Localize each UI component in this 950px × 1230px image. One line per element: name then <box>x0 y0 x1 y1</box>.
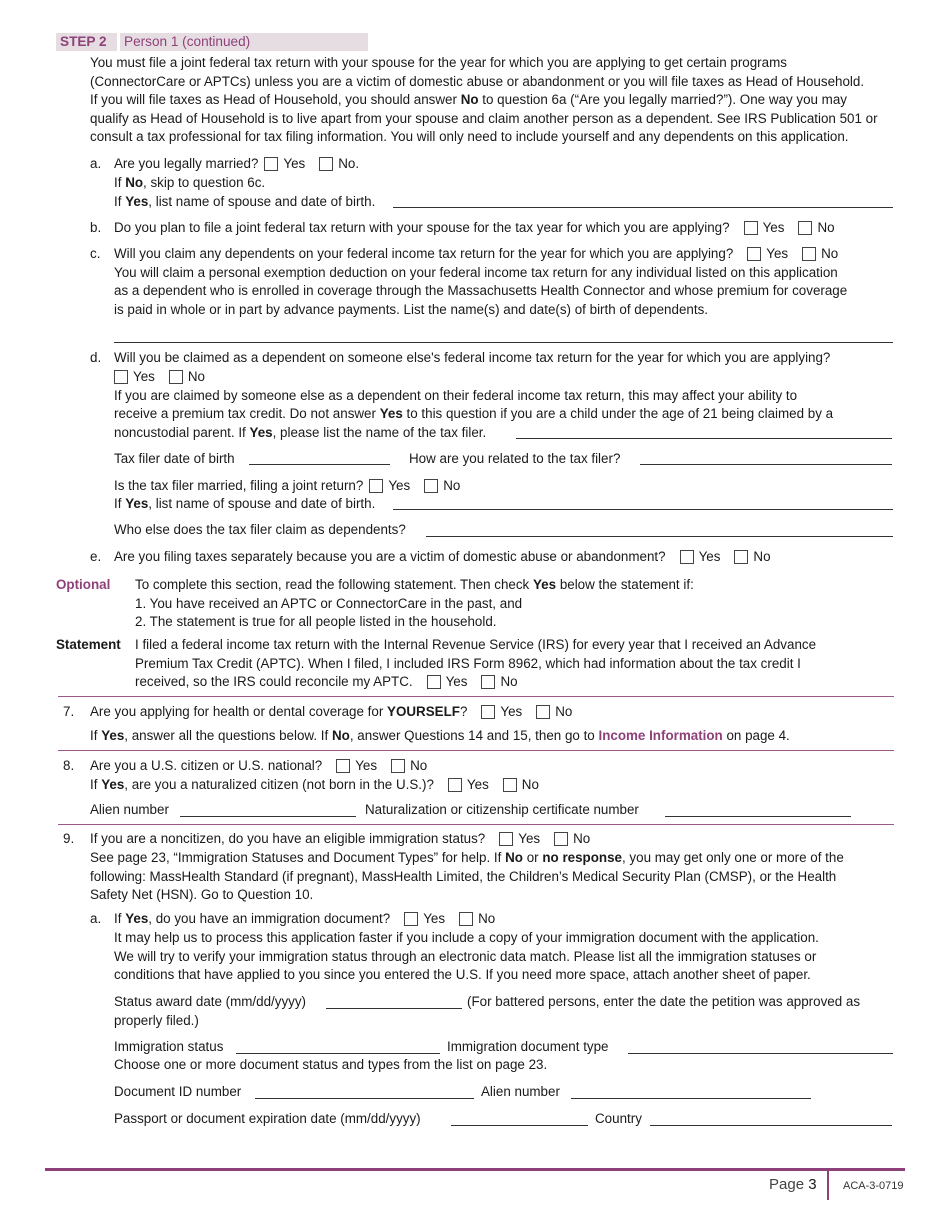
q6b-no-checkbox[interactable] <box>798 221 812 235</box>
q8-yes-checkbox[interactable] <box>336 759 350 773</box>
q9-no-checkbox[interactable] <box>554 832 568 846</box>
q6e-yes-checkbox[interactable] <box>680 550 694 564</box>
q8-naturalized-yes-checkbox[interactable] <box>448 778 462 792</box>
q6d-letter: d. <box>90 350 102 365</box>
q9a-imm-status-field[interactable] <box>236 1053 440 1054</box>
q6b-question: Do you plan to file a joint federal tax return with your spouse for the tax year for which you are applying? Yes No <box>114 219 835 235</box>
q6c-line-1: You will claim a personal exemption deduction on your federal income tax return for any individual listed on this application <box>114 264 838 280</box>
optional-item-2: 2. The statement is true for all people listed in the household. <box>135 614 497 629</box>
q9-question: If you are a noncitizen, do you have an eligible immigration status? Yes No <box>90 831 591 846</box>
q9a-alien-label: Alien number <box>481 1084 560 1099</box>
q8-naturalization-label: Naturalization or citizenship certificate number <box>365 802 639 817</box>
q9a-choose-note: Choose one or more document status and types from the list on page 23. <box>114 1057 548 1072</box>
q6d-yes-checkbox[interactable] <box>114 370 128 384</box>
page-number: Page 3 <box>769 1176 817 1193</box>
q8-naturalization-field[interactable] <box>665 816 851 817</box>
q6c-letter: c. <box>90 246 101 261</box>
q9a-country-field[interactable] <box>650 1125 892 1126</box>
income-information-link[interactable]: Income Information <box>598 728 723 743</box>
q6d-dependents-label: Who else does the tax filer claim as dependents? <box>114 522 406 537</box>
section-divider <box>58 750 894 751</box>
statement-label: Statement <box>56 637 121 652</box>
q6a-list: If Yes, list name of spouse and date of birth. <box>114 193 376 209</box>
q6c-yes-checkbox[interactable] <box>747 247 761 261</box>
q8-naturalized-no-checkbox[interactable] <box>503 778 517 792</box>
section-divider <box>58 696 894 697</box>
q6d-spouse-field[interactable] <box>393 509 893 510</box>
q6e-question: Are you filing taxes separately because you are a victim of domestic abuse or abandonment? Yes No <box>114 549 771 564</box>
q9a-passport-field[interactable] <box>451 1125 588 1126</box>
footer-divider <box>827 1170 829 1200</box>
q6d-married: Is the tax filer married, filing a joint return? Yes No <box>114 477 461 493</box>
q9a-imm-doc-type-field[interactable] <box>628 1053 893 1054</box>
q9a-battered-note: (For battered persons, enter the date the petition was approved as <box>467 994 861 1009</box>
q9a-letter: a. <box>90 911 102 926</box>
q6c-question: Will you claim any dependents on your federal income tax return for the year for which you are applying? Yes No <box>114 246 839 261</box>
q6e-no-checkbox[interactable] <box>734 550 748 564</box>
q6d-line-1: If you are claimed by someone else as a dependent on their federal income tax return, this may affect your ability to <box>114 387 798 403</box>
q9a-line-3: conditions that have applied to you since you entered the U.S. If you need more space, attach another sheet of paper. <box>114 967 811 982</box>
q9a-imm-status-label: Immigration status <box>114 1039 224 1054</box>
intro-line-4: qualify as Head of Household is to live apart from your spouse and claim another person as a dependent. See IRS Publication 501 or <box>90 110 878 126</box>
q6a-letter: a. <box>90 156 102 171</box>
optional-item-1: 1. You have received an APTC or ConnectorCare in the past, and <box>135 595 523 611</box>
q9-help-line-2: following: MassHealth Standard (if pregnant), MassHealth Limited, the Children’s Medical Security Plan (CMSP), or the Health <box>90 868 837 884</box>
statement-line-1: I filed a federal income tax return with the Internal Revenue Service (IRS) for every year that I received an Advance <box>135 637 817 652</box>
q7-no-checkbox[interactable] <box>536 705 550 719</box>
optional-label: Optional <box>56 577 111 592</box>
q9a-yes-checkbox[interactable] <box>404 912 418 926</box>
q9a-passport-label: Passport or document expiration date (mm/dd/yyyy) <box>114 1111 421 1126</box>
q7-question: Are you applying for health or dental coverage for YOURSELF? Yes No <box>90 704 573 719</box>
q6d-spouse: If Yes, list name of spouse and date of birth. <box>114 496 376 511</box>
q6d-filer-dob-field[interactable] <box>249 464 390 465</box>
q6d-tax-filer-name-field[interactable] <box>516 438 892 439</box>
section-divider <box>58 824 894 825</box>
q9-yes-checkbox[interactable] <box>499 832 513 846</box>
q9a-line-2: We will try to verify your immigration status through an electronic data match. Please list all the immigration statuses or <box>114 948 817 964</box>
statement-line-3: received, so the IRS could reconcile my APTC. Yes No <box>135 674 518 689</box>
q9a-status-award-field[interactable] <box>326 1008 462 1009</box>
q6d-dependents-field[interactable] <box>426 536 893 537</box>
q9a-battered-note-2: properly filed.) <box>114 1013 199 1028</box>
q8-number: 8. <box>63 758 75 773</box>
q9a-imm-doc-type-label: Immigration document type <box>447 1039 609 1054</box>
intro-line-1: You must file a joint federal tax return with your spouse for the year for which you are applying to get certain programs <box>90 55 787 70</box>
q9a-country-label: Country <box>595 1111 642 1126</box>
q6b-letter: b. <box>90 219 102 235</box>
q6b-yes-checkbox[interactable] <box>744 221 758 235</box>
q6d-married-yes-checkbox[interactable] <box>369 479 383 493</box>
q6a-yes-checkbox[interactable] <box>264 157 278 171</box>
optional-line-1: To complete this section, read the following statement. Then check Yes below the statement if: <box>135 577 694 592</box>
q6d-question: Will you be claimed as a dependent on someone else's federal income tax return for the year for which you are applying? <box>114 350 831 365</box>
q6a-skip: If No, skip to question 6c. <box>114 175 266 190</box>
q6a-spouse-field[interactable] <box>393 207 893 208</box>
q6d-married-no-checkbox[interactable] <box>424 479 438 493</box>
q9a-no-checkbox[interactable] <box>459 912 473 926</box>
q6c-line-2: as a dependent who is enrolled in coverage through the Massachusetts Health Connector and whose premium for coverage <box>114 283 848 298</box>
q9a-question: If Yes, do you have an immigration document? Yes No <box>114 911 496 926</box>
q9a-status-award-label: Status award date (mm/dd/yyyy) <box>114 994 306 1009</box>
q6d-filer-dob-label: Tax filer date of birth <box>114 450 235 466</box>
q6c-line-3: is paid in whole or in part by advance payments. List the name(s) and date(s) of birth of dependents. <box>114 301 708 317</box>
q7-number: 7. <box>63 704 75 719</box>
q8-alien-label: Alien number <box>90 802 169 817</box>
q6d-options: Yes No <box>114 368 205 387</box>
intro-line-2: (ConnectorCare or APTCs) unless you are a victim of domestic abuse or abandonment or you will file taxes as Head of Household. <box>90 73 865 89</box>
statement-yes-checkbox[interactable] <box>427 675 441 689</box>
q9a-doc-id-field[interactable] <box>255 1098 474 1099</box>
q9-number: 9. <box>63 831 75 846</box>
intro-line-3: If you will file taxes as Head of Household, you should answer No to question 6a (“Are you legally married?”). One way you may <box>90 92 847 107</box>
form-id: ACA-3-0719 <box>843 1180 904 1192</box>
q6e-letter: e. <box>90 549 102 564</box>
q6a-no-checkbox[interactable] <box>319 157 333 171</box>
q6d-line-2: receive a premium tax credit. Do not answer Yes to this question if you are a child under the age of 21 being claimed by a <box>114 406 834 421</box>
q6d-line-3: noncustodial parent. If Yes, please list the name of the tax filer. <box>114 424 487 440</box>
q8-no-checkbox[interactable] <box>391 759 405 773</box>
footer-rule <box>45 1168 905 1171</box>
q9a-doc-id-label: Document ID number <box>114 1084 242 1099</box>
q9a-line-1: It may help us to process this application faster if you include a copy of your immigration document with the application. <box>114 930 819 945</box>
q7-note: If Yes, answer all the questions below. If No, answer Questions 14 and 15, then go to Income Information on page 4. <box>90 728 790 743</box>
q7-yes-checkbox[interactable] <box>481 705 495 719</box>
q6d-no-checkbox[interactable] <box>169 370 183 384</box>
q6c-no-checkbox[interactable] <box>802 247 816 261</box>
q8-question: Are you a U.S. citizen or U.S. national? Yes No <box>90 758 428 773</box>
q8-alien-field[interactable] <box>180 816 356 817</box>
q6d-related-label: How are you related to the tax filer? <box>409 450 621 466</box>
q9-help-line-3: Safety Net (HSN). Go to Question 10. <box>90 887 314 902</box>
statement-line-2: Premium Tax Credit (APTC). When I filed, I included IRS Form 8962, which had information about the tax credit I <box>135 655 801 671</box>
step-label: STEP 2 <box>60 34 107 49</box>
q6c-dependents-field[interactable] <box>114 342 893 343</box>
q6a-question: Are you legally married? Yes No. <box>114 156 360 171</box>
step-header <box>56 33 368 51</box>
q6d-related-field[interactable] <box>640 464 892 465</box>
q9-help-line-1: See page 23, “Immigration Statuses and Document Types” for help. If No or no response, you may get only one or more of the <box>90 850 844 865</box>
q9a-alien-field[interactable] <box>571 1098 811 1099</box>
q8-sub-question: If Yes, are you a naturalized citizen (not born in the U.S.)? Yes No <box>90 777 539 792</box>
person-label: Person 1 (continued) <box>124 34 251 49</box>
statement-no-checkbox[interactable] <box>481 675 495 689</box>
intro-line-5: consult a tax professional for tax filing information. You will only need to include yourself and any dependents on this application. <box>90 129 849 144</box>
